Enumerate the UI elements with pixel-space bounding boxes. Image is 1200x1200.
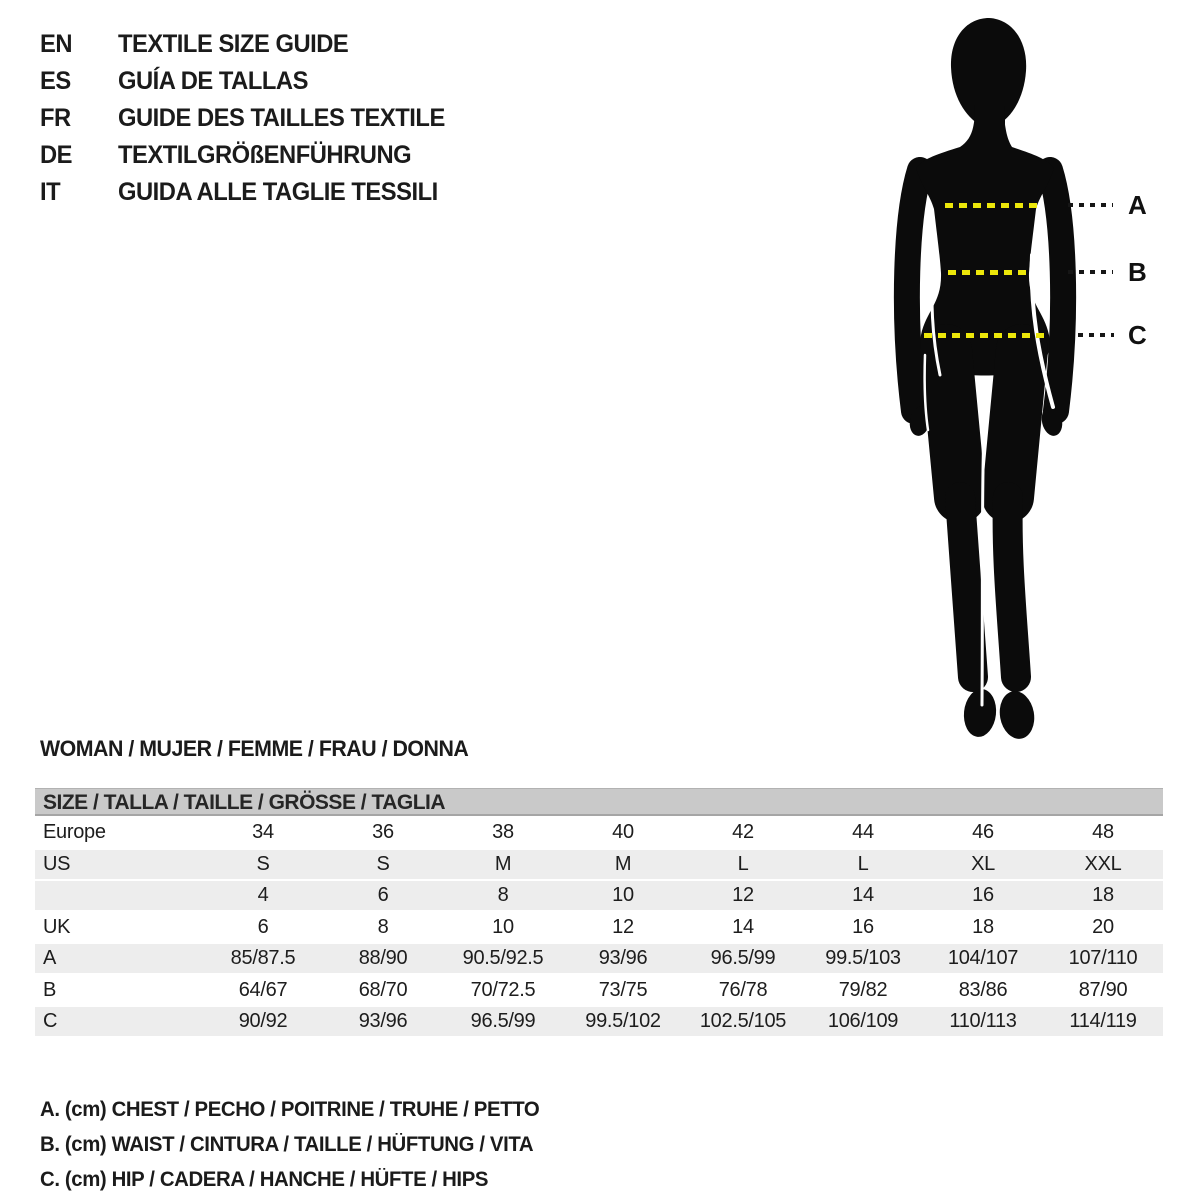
size-value: 14 [852,884,874,906]
size-value: 83/86 [958,978,1008,1001]
size-table-row-uk [35,913,1163,942]
size-value: 87/90 [1078,978,1128,1001]
size-value: 44 [852,821,874,843]
lang-code-de: DE [40,141,73,169]
size-value: 40 [612,821,634,843]
size-value: 99.5/103 [825,947,901,969]
size-value: 12 [732,884,754,906]
size-value: 64/67 [238,978,288,1001]
section-heading-woman: WOMAN / MUJER / FEMME / FRAU / DONNA [40,736,469,761]
size-value: 107/110 [1068,947,1138,969]
size-value: 10 [492,915,514,938]
measure-dash-a [945,203,1041,208]
size-value: S [376,852,390,875]
size-value: 96.5/99 [470,1010,536,1032]
size-table-row-us [35,850,1163,879]
size-value: 36 [372,821,394,843]
measure-leader-a [1068,203,1113,207]
size-value: 8 [497,884,509,906]
size-value: 34 [252,821,274,843]
lang-title-de: TEXTILGRÖßENFÜHRUNG [118,141,412,169]
lang-row-it [40,174,462,211]
size-value: 12 [612,915,634,938]
row-label: C [43,1010,58,1032]
lang-title-fr: GUIDE DES TAILLES TEXTILE [118,104,445,132]
row-label: UK [43,915,71,938]
measure-label-b: B [1128,257,1147,287]
lang-code-es: ES [40,67,71,95]
size-value: 90.5/92.5 [462,947,544,969]
lang-title-it: GUIDA ALLE TAGLIE TESSILI [118,178,438,206]
size-value: 10 [612,884,634,906]
size-value: 16 [972,884,994,906]
size-table-rows [35,818,1163,1036]
size-table [35,788,1163,1039]
lang-row-es [40,63,462,100]
row-label: US [43,852,71,875]
lang-row-fr [40,100,462,137]
size-value: XL [971,852,995,875]
size-value: M [494,852,512,875]
size-value: L [737,852,749,875]
size-table-header: SIZE / TALLA / TAILLE / GRÖSSE / TAGLIA [35,788,1163,816]
lang-code-en: EN [40,30,73,58]
footnote-b: B. (cm) WAIST / CINTURA / TAILLE / HÜFTUNG / VITA [40,1133,534,1156]
size-value: 93/96 [358,1010,408,1032]
measure-label-c: C [1128,320,1147,350]
size-value: 73/75 [598,978,648,1001]
size-value: M [614,852,632,875]
lang-row-en [40,26,462,63]
row-label [35,881,203,910]
size-value: 46 [972,821,994,843]
size-table-row-europe [35,818,1163,847]
size-value: 48 [1092,821,1114,843]
lang-title-en: TEXTILE SIZE GUIDE [118,30,349,58]
row-label: B [43,978,57,1001]
size-value: 38 [492,821,514,843]
size-value: 79/82 [838,978,888,1001]
measure-leader-b [1068,270,1113,274]
size-table-row-a [35,944,1163,973]
size-value: XXL [1084,852,1122,875]
size-value: 114/119 [1069,1010,1137,1032]
footnote-c: C. (cm) HIP / CADERA / HANCHE / HÜFTE / HIPS [40,1168,489,1191]
language-title-list [40,26,462,211]
size-value: 93/96 [598,947,648,969]
size-value: 6 [257,915,269,938]
footnote-a: A. (cm) CHEST / PECHO / POITRINE / TRUHE / PETTO [40,1098,540,1121]
measure-leader-c [1078,333,1114,337]
size-value: 102.5/105 [699,1010,787,1032]
row-label: Europe [43,821,106,843]
size-table-row-us-numeric [35,881,1163,910]
row-label: A [43,947,57,969]
size-value: 18 [1092,884,1114,906]
size-value: 88/90 [358,947,408,969]
size-value: 18 [972,915,994,938]
woman-silhouette-image [880,15,1130,745]
measure-dash-b [948,270,1032,275]
size-value: 4 [257,884,269,906]
lang-code-fr: FR [40,104,71,132]
size-value: 76/78 [718,978,768,1001]
woman-silhouette-figure [880,15,1130,745]
size-value: 110/113 [949,1010,1017,1032]
size-value: 6 [377,884,389,906]
size-value: 68/70 [358,978,408,1001]
size-value: 8 [377,915,389,938]
size-value: 96.5/99 [710,947,776,969]
size-value: L [857,852,869,875]
size-value: S [256,852,270,875]
size-value: 90/92 [238,1010,288,1032]
lang-row-de [40,137,462,174]
measure-dash-c [924,333,1044,338]
measure-label-a: A [1128,190,1147,220]
size-table-row-c [35,1007,1163,1036]
size-value: 20 [1092,915,1114,938]
lang-title-es: GUÍA DE TALLAS [118,67,308,95]
size-value: 85/87.5 [230,947,296,969]
lang-code-it: IT [40,178,61,206]
size-value: 14 [732,915,754,938]
size-value: 42 [732,821,754,843]
size-value: 106/109 [827,1010,899,1032]
measurement-footnotes [40,1092,555,1197]
size-table-row-b [35,976,1163,1005]
size-value: 70/72.5 [470,978,536,1001]
size-value: 16 [852,915,874,938]
size-value: 99.5/102 [585,1010,661,1032]
size-value: 104/107 [947,947,1019,969]
